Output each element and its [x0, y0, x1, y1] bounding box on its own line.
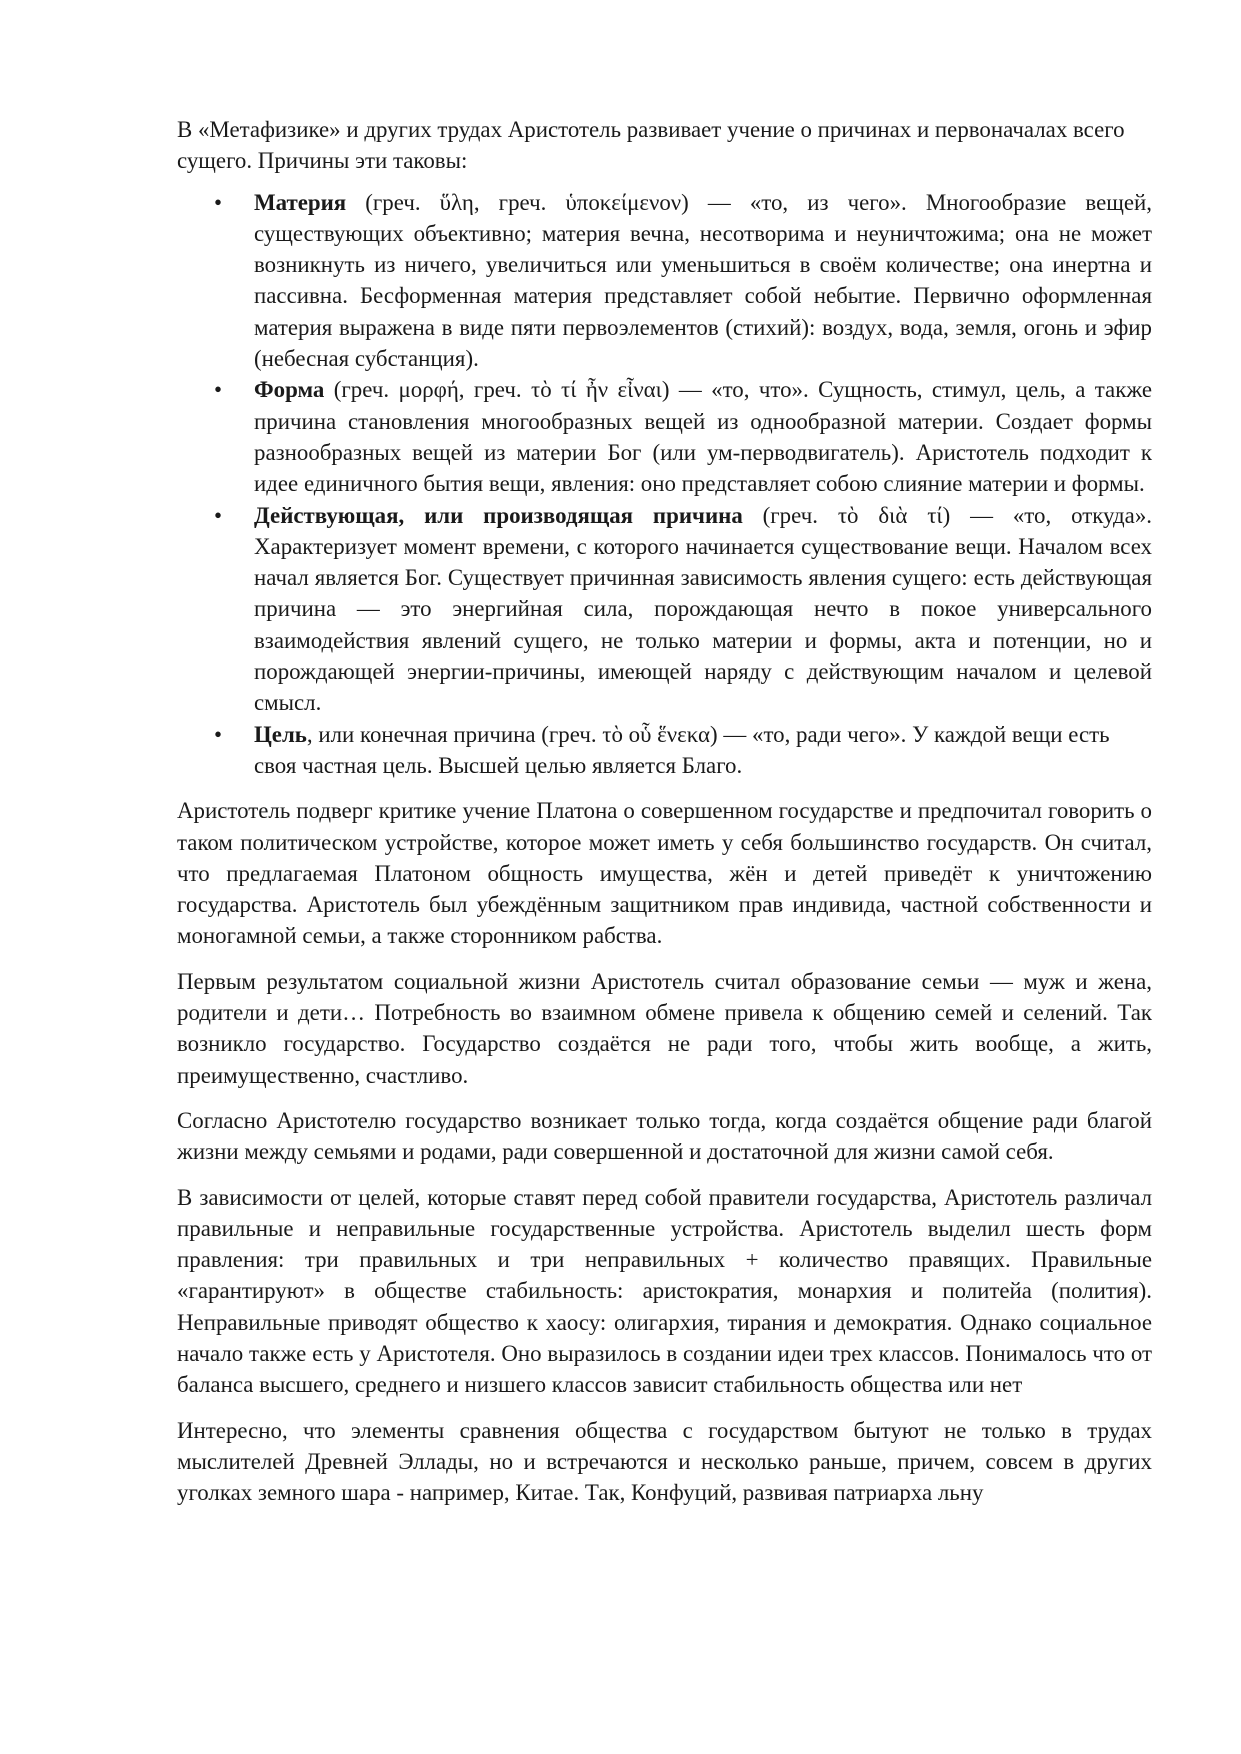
paragraph-state-origin: Согласно Аристотелю государство возникает только тогда, когда создаётся общение ради благой жизни между семьями и родами, ради совершенной и достаточной для жизни самой себя.: [177, 1107, 1152, 1165]
bullet-icon: •: [214, 377, 223, 403]
document-page: [177, 114, 1152, 1508]
paragraph-critique-plato: Аристотель подверг критике учение Платона о совершенном государстве и предпочитал говорить о таком политическом устройстве, которое может иметь у себя большинство государств. Он считал, что предлагаемая Платоном общность имущества, жён и детей приведёт к уничтожению государства. Аристотель был убеждённым защитником прав индивида, частной собственности и моногамной семьи, а также сторонником рабства.: [177, 798, 1152, 949]
bullet-icon: •: [214, 502, 223, 528]
list-item-efficient-cause: [177, 500, 1152, 719]
text-matter: (греч. ὕλη, греч. ὑποκείμενον) — «то, из чего». Многообразие вещей, существующих объективно; материя вечна, несотворима и неуничтожима; она не может возникнуть из ничего, увеличиться или уменьшиться в своём количестве; она инертна и пассивна. Бесформенная материя представляет собой небытие. Первично оформленная материя выражена в виде пяти первоэлементов (стихий): воздух, вода, земля, огонь и эфир (небесная субстанция).: [254, 189, 1152, 372]
causes-list: [177, 187, 1152, 782]
bullet-icon: •: [214, 721, 223, 747]
paragraph-comparison: Интересно, что элементы сравнения общества с государством бытуют не только в трудах мыслителей Древней Эллады, но и встречаются и несколько раньше, причем, совсем в других уголках земного шара - например, Китае. Так, Конфуций, развивая патриарха льну: [177, 1417, 1152, 1506]
paragraph-forms-of-government: В зависимости от целей, которые ставят перед собой правители государства, Аристотель различал правильные и неправильные государственные устройства. Аристотель выделил шесть форм правления: три правильных и три неправильных + количество правящих. Правильные «гарантируют» в обществе стабильность: аристократия, монархия и политейа (полития). Неправильные приводят общество к хаосу: олигархия, тирания и демократия. Однако социальное начало также есть у Аристотеля. Оно выразилось в создании идеи трех классов. Понималось что от баланса высшего, среднего и низшего классов зависит стабильность общества или нет: [177, 1184, 1152, 1398]
text-goal: , или конечная причина (греч. τὸ οὗ ἕνεκα) — «то, ради чего». У каждой вещи есть своя частная цель. Высшей целью является Благо.: [254, 721, 1110, 778]
term-goal: Цель: [254, 721, 307, 747]
intro-paragraph: В «Метафизике» и других трудах Аристотель развивает учение о причинах и первоначалах всего сущего. Причины эти таковы:: [177, 117, 1125, 174]
term-matter: Материя: [254, 189, 347, 215]
list-item-matter: [177, 187, 1152, 375]
list-item-form: [177, 374, 1152, 499]
paragraph-family: Первым результатом социальной жизни Аристотель считал образование семьи — муж и жена, родители и дети… Потребность во взаимном обмене привела к общению семей и селений. Так возникло государство. Государство создаётся не ради того, чтобы жить вообще, а жить, преимущественно, счастливо.: [177, 968, 1152, 1088]
bullet-icon: •: [214, 189, 223, 215]
term-efficient-cause: Действующая, или производящая причина: [254, 502, 743, 528]
text-efficient-cause: (греч. τὸ διὰ τί) — «то, откуда». Характеризует момент времени, с которого начинается существование вещи. Началом всех начал является Бог. Существует причинная зависимость явления сущего: есть действующая причина — это энергийная сила, порождающая нечто в покое универсального взаимодействия явлений сущего, не только материи и формы, акта и потенции, но и порождающей энергии-причины, имеющей наряду с действующим началом и целевой смысл.: [254, 502, 1152, 716]
term-form: Форма: [254, 377, 325, 403]
text-form: (греч. μορφή, греч. τὸ τί ἦν εἶναι) — «то, что». Сущность, стимул, цель, а также причина становления многообразных вещей из однообразной материи. Создает формы разнообразных вещей из материи Бог (или ум-перводвигатель). Аристотель подходит к идее единичного бытия вещи, явления: оно представляет собою слияние материи и формы.: [254, 377, 1152, 497]
list-item-goal: [177, 719, 1152, 782]
